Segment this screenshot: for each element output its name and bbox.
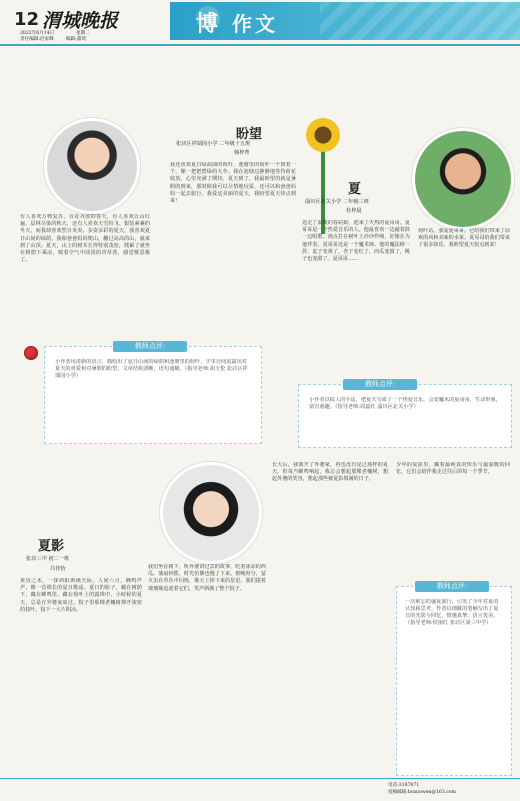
- comment-tag-2: 教师点评:: [343, 379, 417, 390]
- article2-author: 杜梓晨: [346, 208, 362, 214]
- article3-body-col1: 黄昏之末，一抹斜阳洒满天际，人间六月，蝉鸣声声，像一首绵长的夏日歌谣。夏日的影子，藏在树荫下，藏在蝉鸣里，藏在荷叶上的露珠中。小时候的夏天，总是在外婆家度过。院子里那棵老槐树撑开浓密的枝叶，投下一大片阴凉。: [20, 578, 142, 613]
- issue-weekday: 星期二: [76, 31, 90, 36]
- comment-text-1: 小作者用清新的语言，描绘出了夏日山间的绿荫和池塘里的荷叶，字里行间流露出对夏天的喜爱和对暑假的盼望。文章结构清晰，语句通顺。（指导老师:胡玉伦 张店区祥瑞园小学）: [55, 359, 248, 379]
- author-photo-1: [44, 118, 140, 214]
- column-banner: [170, 2, 520, 40]
- footer: [0, 778, 520, 801]
- issue-date: 2022年6月14日: [20, 31, 55, 36]
- article1-body-right: 我还喜欢夏日绿油油的荷叶，池塘里的荷叶一个挨着一个，像一把把碧绿的大伞。我在池塘边静静地等待荷花绽放，心里充满了期待。夏天到了，我最盼望的就是暑假的到来，那时候我可以尽情地玩耍，还可以和爸爸妈妈一起去旅行。我爱这美丽的夏天，我盼望夏天快点到来！: [170, 162, 296, 205]
- comment-text-2: 小作者以拟人的手法，把夏天写成了一个热爱音乐、会变魔术的夏哥哥，生动形象，富有童趣。（指导老师:周蕊红 淄川区北关小学）: [309, 397, 501, 410]
- comment-tag-3: 教师点评:: [415, 581, 489, 592]
- article2-title: 夏: [348, 182, 362, 197]
- article3-body-col4: 少年的夏影里，藏着最纯真的快乐与最温暖的回忆，它们会陪伴我走过往后的每一个季节。: [396, 462, 510, 476]
- column-char: 博: [196, 12, 219, 37]
- footer-email: 投稿邮箱:bozuowen@163.com: [388, 790, 456, 795]
- footer-phone: 电话:3187871: [388, 783, 420, 788]
- decor-stripes: [320, 2, 520, 40]
- teacher-comment-1: [44, 342, 262, 444]
- article3-author: 吕佳怡: [50, 566, 66, 572]
- teacher-comment-3: [396, 582, 512, 776]
- article3-author-line: 张店三中 初二一班: [26, 556, 70, 562]
- article3-body-col2: 我们坐在树下，听外婆讲过去的故事，吃着冰凉的西瓜，蒲扇轻摇，时光仿佛也慢了下来。傍晚时分，萤火虫在草丛中闪烁，像天上掉下来的星星。我们提着玻璃瓶追逐着它们，笑声洒满了整个院子。: [148, 564, 266, 592]
- paper-name: 渭城晚报: [42, 10, 119, 32]
- author-photo-3: [160, 462, 262, 564]
- editor-name: 责任编辑:迟家峰: [20, 37, 54, 42]
- article2-body-left: 送走了温暖的春姑娘，迎来了火热的夏哥哥。夏哥哥是一个热爱音乐的人。他最喜欢一边敲着鼓一边唱歌。雨点打在树叶上沙沙作响，好像在为他伴奏。夏哥哥还是一个魔术师。他的魔法棒一挥，麦子变黄了，杏子变红了，西瓜变圆了，桃子也变甜了。夏哥哥……: [302, 220, 410, 263]
- article1-author: 韩梓菁: [234, 150, 250, 156]
- article1-author-line: 张店区祥瑞园小学 二年级十五班: [176, 141, 251, 147]
- proof-name: 编辑:董琦: [66, 37, 86, 42]
- pin-icon: [24, 346, 38, 360]
- article3-title: 夏影: [38, 539, 65, 554]
- article2-author-line: 淄川区北关小学 二年级三班: [305, 199, 369, 205]
- comment-tag-1: 教师点评:: [113, 341, 187, 352]
- article1-body-left: 有人喜欢万物复苏、百花齐放的春天，有人喜欢万山红遍、层林尽染的秋天，还有人喜欢大雪纷飞、银装素裹的冬天，而我却喜欢烈日炎炎、多姿多彩的夏天。我喜欢夏日山间的绿荫。我和爸爸妈妈爬山，翻过高高的山，就来到了山顶。夏天，山上的树木长得特别茂密，爬累了就坐在树荫下乘凉，嗅着空气中淡淡的青草香，感觉惬意极了。: [20, 214, 150, 264]
- sunflower-head: [306, 118, 340, 152]
- teacher-comment-2: [298, 380, 512, 448]
- article1-title: 盼望: [236, 127, 263, 142]
- article2-body-right: 荷叶站。我爱夏哥哥，它给我们带来了凉爽的风和美味的水果。夏哥哥给我们带来了很多快乐。我盼望夏天快点到来！: [418, 228, 510, 249]
- column-name: 作文: [232, 12, 278, 36]
- comment-text-3: 一次难忘的盛夏旅行，引发了少年对夏的认知和思考。作者以细腻的笔触写出了夏日的光影与回忆，情感真挚，语言优美。（指导老师:侯丽红 张店区第三中学）: [405, 599, 499, 626]
- page-number: 12: [14, 9, 40, 30]
- header: [0, 0, 520, 46]
- article3-body-col3: 长大后，我离开了外婆家，再也没有见过那样的夏天。但每当蝉鸣响起，我总会想起那棵老槐树，想起外婆的笑容，想起那些被夏影填满的日子。: [272, 462, 388, 483]
- author-photo-2: [412, 128, 514, 230]
